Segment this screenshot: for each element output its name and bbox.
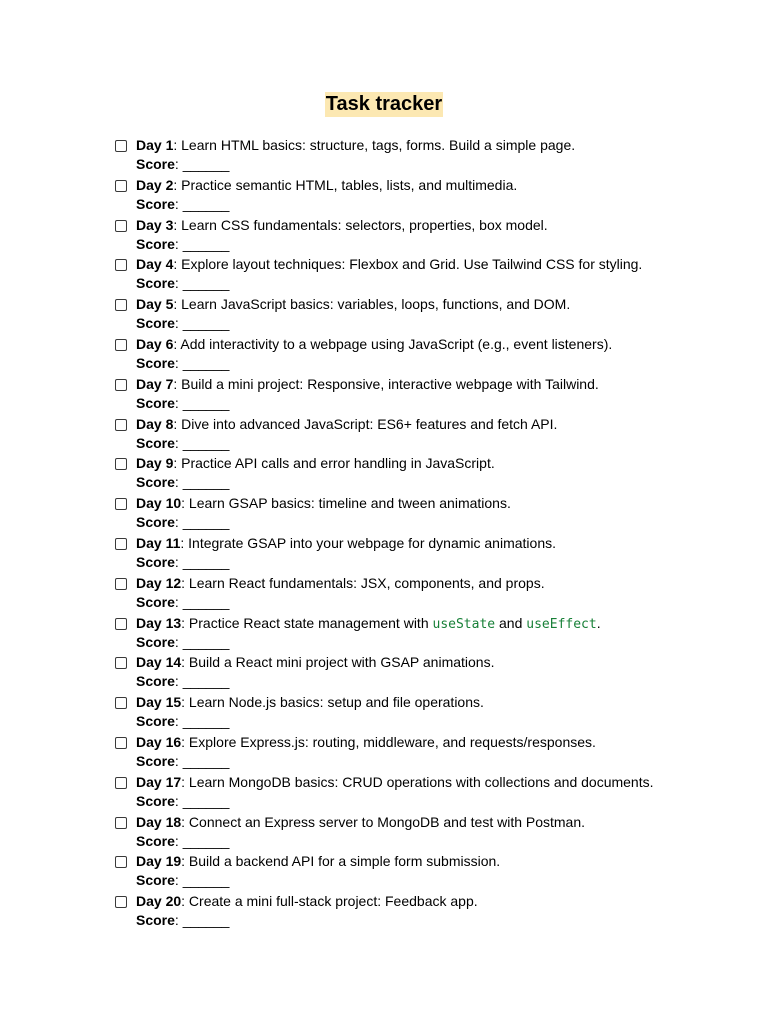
task-description <box>136 255 642 274</box>
score-line <box>136 354 229 373</box>
score-blank[interactable]: : ______ <box>174 832 230 849</box>
task-list <box>114 136 754 932</box>
task-description <box>136 216 548 235</box>
task-description <box>136 733 596 752</box>
task-checkbox[interactable] <box>115 339 127 351</box>
score-line <box>136 672 229 691</box>
task-item <box>114 335 754 375</box>
day-label: Day 12 <box>136 574 182 591</box>
task-description <box>136 693 484 712</box>
task-item <box>114 892 754 932</box>
score-blank[interactable]: : ______ <box>174 195 230 212</box>
day-label: Day 14 <box>136 654 182 671</box>
task-text: : Learn React fundamentals: JSX, components, and props. <box>181 574 545 591</box>
score-blank[interactable]: : ______ <box>174 872 230 889</box>
score-line <box>136 633 229 652</box>
task-checkbox[interactable] <box>115 140 127 152</box>
task-description <box>136 454 495 473</box>
score-line <box>136 832 229 851</box>
score-line <box>136 434 229 453</box>
score-label: Score <box>136 832 175 849</box>
task-checkbox[interactable] <box>115 220 127 232</box>
day-label: Day 8 <box>136 415 174 432</box>
score-label: Score <box>136 394 175 411</box>
task-checkbox[interactable] <box>115 419 127 431</box>
score-line <box>136 314 229 333</box>
inline-code: useState <box>432 616 496 632</box>
task-text: : Dive into advanced JavaScript: ES6+ features and fetch API. <box>173 415 558 432</box>
task-description <box>136 375 599 394</box>
day-label: Day 2 <box>136 176 174 193</box>
task-item <box>114 216 754 256</box>
score-line <box>136 911 229 930</box>
score-blank[interactable]: : ______ <box>174 752 230 769</box>
title-container <box>0 92 768 117</box>
task-description <box>136 295 570 314</box>
task-text: : Integrate GSAP into your webpage for dynamic animations. <box>180 534 556 551</box>
task-checkbox[interactable] <box>115 697 127 709</box>
task-description <box>136 534 556 553</box>
score-label: Score <box>136 792 175 809</box>
page-title: Task tracker <box>325 93 443 115</box>
score-label: Score <box>136 593 175 610</box>
score-label: Score <box>136 633 175 650</box>
task-description <box>136 494 511 513</box>
day-label: Day 16 <box>136 733 182 750</box>
task-description <box>136 335 612 354</box>
score-label: Score <box>136 434 175 451</box>
task-item <box>114 494 754 534</box>
task-checkbox[interactable] <box>115 259 127 271</box>
task-text: : Add interactivity to a webpage using JavaScript (e.g., event listeners). <box>173 335 613 352</box>
task-text: : Explore Express.js: routing, middleware, and requests/responses. <box>181 733 596 750</box>
score-blank[interactable]: : ______ <box>174 514 230 531</box>
day-label: Day 3 <box>136 216 174 233</box>
day-label: Day 13 <box>136 614 182 631</box>
task-description <box>136 813 585 832</box>
task-text: . <box>596 614 601 631</box>
task-item <box>114 653 754 693</box>
score-blank[interactable]: : ______ <box>174 713 230 730</box>
task-checkbox[interactable] <box>115 180 127 192</box>
score-blank[interactable]: : ______ <box>174 235 230 252</box>
task-item <box>114 454 754 494</box>
task-item <box>114 534 754 574</box>
score-blank[interactable]: : ______ <box>174 354 230 371</box>
task-item <box>114 574 754 614</box>
task-text: : Learn HTML basics: structure, tags, forms. Build a simple page. <box>173 137 576 153</box>
task-checkbox[interactable] <box>115 896 127 908</box>
score-blank[interactable]: : ______ <box>174 434 230 451</box>
task-text: : Learn GSAP basics: timeline and tween animations. <box>181 495 511 512</box>
task-text: : Practice React state management with <box>181 614 433 631</box>
task-description <box>136 176 517 195</box>
day-label: Day 10 <box>136 495 182 512</box>
score-line <box>136 195 229 214</box>
score-line <box>136 473 229 492</box>
score-line <box>136 235 229 254</box>
task-item <box>114 295 754 335</box>
task-text: : Explore layout techniques: Flexbox and Grid. Use Tailwind CSS for styling. <box>173 256 643 273</box>
task-item <box>114 614 754 654</box>
task-description <box>136 136 575 155</box>
task-text: : Learn JavaScript basics: variables, loops, functions, and DOM. <box>173 296 571 313</box>
task-text: : Build a React mini project with GSAP animations. <box>181 654 495 671</box>
score-blank[interactable]: : ______ <box>174 593 230 610</box>
score-blank[interactable]: : ______ <box>174 156 230 172</box>
day-label: Day 1 <box>136 137 174 153</box>
score-label: Score <box>136 156 175 172</box>
score-label: Score <box>136 235 175 252</box>
inline-code: useEffect <box>526 616 597 632</box>
score-blank[interactable]: : ______ <box>174 553 230 570</box>
day-label: Day 7 <box>136 375 174 392</box>
day-label: Day 18 <box>136 813 182 830</box>
score-blank[interactable]: : ______ <box>174 673 230 690</box>
task-text: : Learn CSS fundamentals: selectors, properties, box model. <box>173 216 548 233</box>
score-blank[interactable]: : ______ <box>174 792 230 809</box>
task-item <box>114 415 754 455</box>
score-label: Score <box>136 752 175 769</box>
score-blank[interactable]: : ______ <box>174 315 230 332</box>
day-label: Day 4 <box>136 256 174 273</box>
day-label: Day 11 <box>136 534 181 551</box>
task-item <box>114 375 754 415</box>
task-text: : Connect an Express server to MongoDB and test with Postman. <box>181 813 586 830</box>
task-item <box>114 255 754 295</box>
task-item <box>114 813 754 853</box>
task-checkbox[interactable] <box>115 856 127 868</box>
day-label: Day 20 <box>136 893 182 910</box>
score-blank[interactable]: : ______ <box>174 394 230 411</box>
task-checkbox[interactable] <box>115 379 127 391</box>
score-line <box>136 553 229 572</box>
day-label: Day 17 <box>136 773 182 790</box>
task-checkbox[interactable] <box>115 538 127 550</box>
task-item <box>114 693 754 733</box>
task-item <box>114 176 754 216</box>
score-blank[interactable]: : ______ <box>174 633 230 650</box>
task-item <box>114 733 754 773</box>
score-blank[interactable]: : ______ <box>174 474 230 491</box>
score-blank[interactable]: : ______ <box>174 912 230 929</box>
score-label: Score <box>136 912 175 929</box>
task-description <box>136 852 500 871</box>
day-label: Day 9 <box>136 455 174 472</box>
task-text: and <box>495 614 527 631</box>
score-line <box>136 513 229 532</box>
task-checkbox[interactable] <box>115 657 127 669</box>
score-label: Score <box>136 195 175 212</box>
task-text: : Learn MongoDB basics: CRUD operations with collections and documents. <box>181 773 654 790</box>
task-checkbox[interactable] <box>115 578 127 590</box>
task-description <box>136 892 478 911</box>
task-text: : Learn Node.js basics: setup and file operations. <box>181 694 484 711</box>
task-checkbox[interactable] <box>115 618 127 630</box>
score-label: Score <box>136 553 175 570</box>
task-checkbox[interactable] <box>115 817 127 829</box>
score-blank[interactable]: : ______ <box>174 275 230 292</box>
day-label: Day 6 <box>136 335 174 352</box>
score-line <box>136 712 229 731</box>
task-text: : Build a mini project: Responsive, interactive webpage with Tailwind. <box>173 375 599 392</box>
task-description <box>136 415 557 434</box>
score-label: Score <box>136 354 175 371</box>
task-item <box>114 852 754 892</box>
score-line <box>136 752 229 771</box>
score-label: Score <box>136 514 175 531</box>
task-checkbox[interactable] <box>115 299 127 311</box>
day-label: Day 5 <box>136 296 174 313</box>
score-label: Score <box>136 713 175 730</box>
day-label: Day 19 <box>136 853 182 870</box>
task-text: : Practice API calls and error handling in JavaScript. <box>173 455 495 472</box>
score-line <box>136 792 229 811</box>
score-label: Score <box>136 673 175 690</box>
score-line <box>136 871 229 890</box>
score-line <box>136 593 229 612</box>
task-description <box>136 574 545 593</box>
score-label: Score <box>136 474 175 491</box>
task-text: : Build a backend API for a simple form submission. <box>181 853 501 870</box>
score-line <box>136 155 229 174</box>
task-checkbox[interactable] <box>115 458 127 470</box>
task-description <box>136 614 601 634</box>
day-label: Day 15 <box>136 694 182 711</box>
task-checkbox[interactable] <box>115 498 127 510</box>
task-description <box>136 653 494 672</box>
score-line <box>136 274 229 293</box>
score-label: Score <box>136 315 175 332</box>
task-item <box>114 136 754 176</box>
score-label: Score <box>136 872 175 889</box>
score-label: Score <box>136 275 175 292</box>
task-checkbox[interactable] <box>115 777 127 789</box>
task-description <box>136 773 654 792</box>
task-text: : Create a mini full-stack project: Feedback app. <box>181 893 478 910</box>
task-item <box>114 773 754 813</box>
task-checkbox[interactable] <box>115 737 127 749</box>
task-text: : Practice semantic HTML, tables, lists, and multimedia. <box>173 176 518 193</box>
score-line <box>136 394 229 413</box>
